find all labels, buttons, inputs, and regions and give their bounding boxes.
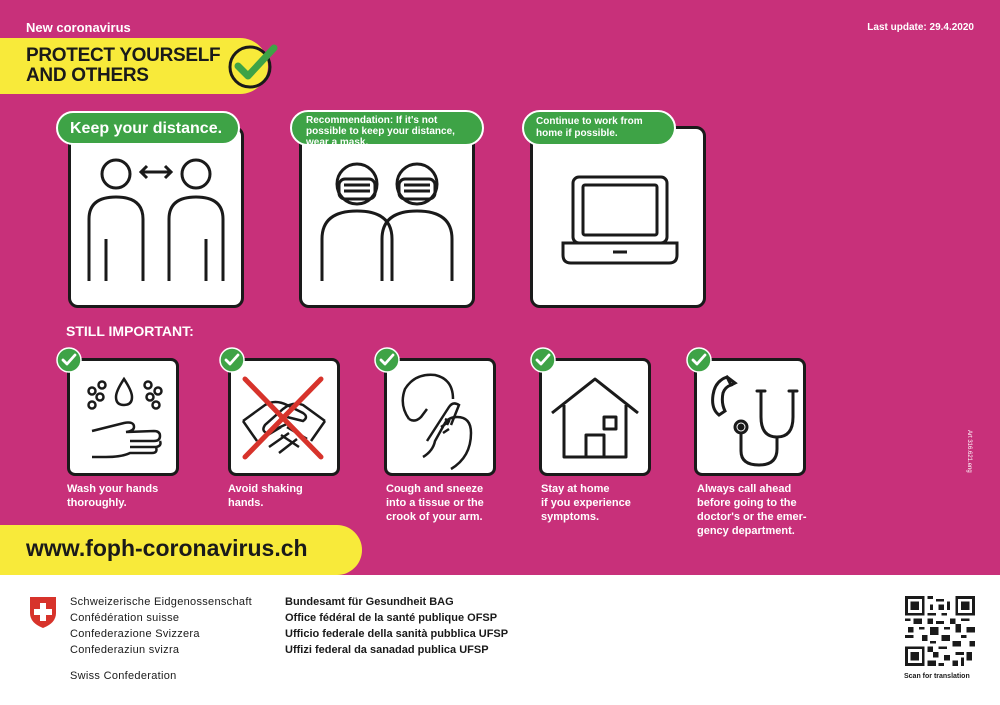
page-title xyxy=(26,46,220,86)
confederation-names: Schweizerische Eidgenossenschaft Confédération suisse Confederazione Svizzera Confederaziun svizra xyxy=(70,596,253,656)
swiss-confederation: Swiss Confederation xyxy=(70,670,177,682)
title-line-2: AND OTHERS xyxy=(26,65,149,86)
check-icon xyxy=(56,347,82,373)
website-link[interactable]: www.foph-coronavirus.ch xyxy=(26,535,308,561)
caption-stay-home: Stay at home if you experience symptoms. xyxy=(541,483,631,523)
house-icon xyxy=(542,361,648,473)
subject-label: New coronavirus xyxy=(26,20,131,35)
measure-label-mask: Recommendation: If it's not possible to keep your distance, wear a mask. xyxy=(290,110,484,146)
laptop-icon xyxy=(533,129,703,305)
swiss-coat-of-arms-icon xyxy=(28,595,58,629)
no-handshake-panel xyxy=(228,358,340,476)
scan-label: Scan for translation xyxy=(904,673,970,680)
call-ahead-panel xyxy=(694,358,806,476)
check-icon xyxy=(219,347,245,373)
no-handshake-icon xyxy=(231,361,337,473)
last-update: Last update: 29.4.2020 xyxy=(867,22,974,33)
still-important-heading: STILL IMPORTANT: xyxy=(66,323,194,339)
cough-icon xyxy=(387,361,493,473)
check-icon xyxy=(374,347,400,373)
office-names: Bundesamt für Gesundheit BAG Office fédéral de la santé publique OFSP Ufficio federale della sanità pubblica UFSP Uffizi federal da sanadad publica UFSP xyxy=(285,596,509,656)
measure-label-distance: Keep your distance. xyxy=(56,111,240,145)
title-line-1: PROTECT YOURSELF xyxy=(26,45,221,66)
mask-panel xyxy=(299,126,475,308)
caption-cough: Cough and sneeze into a tissue or the crook of your arm. xyxy=(386,483,484,523)
cough-panel xyxy=(384,358,496,476)
caption-wash-hands: Wash your hands thoroughly. xyxy=(67,483,159,509)
checkmark-circle-icon xyxy=(226,40,280,90)
phone-stethoscope-icon xyxy=(697,361,803,473)
stay-home-panel xyxy=(539,358,651,476)
wear-mask-icon xyxy=(302,129,472,305)
article-number: Art 316.621.eng xyxy=(966,430,972,473)
check-icon xyxy=(686,347,712,373)
wash-hands-panel xyxy=(67,358,179,476)
keep-distance-icon xyxy=(71,129,241,305)
caption-call-ahead: Always call ahead before going to the doctor's or the emer- gency department. xyxy=(697,483,807,537)
wash-hands-icon xyxy=(70,361,176,473)
check-icon xyxy=(530,347,556,373)
distance-panel xyxy=(68,126,244,308)
home-office-panel xyxy=(530,126,706,308)
caption-no-handshake: Avoid shaking hands. xyxy=(228,483,303,509)
qr-code-icon[interactable] xyxy=(905,596,975,666)
measure-label-home-office: Continue to work from home if possible. xyxy=(522,110,676,146)
